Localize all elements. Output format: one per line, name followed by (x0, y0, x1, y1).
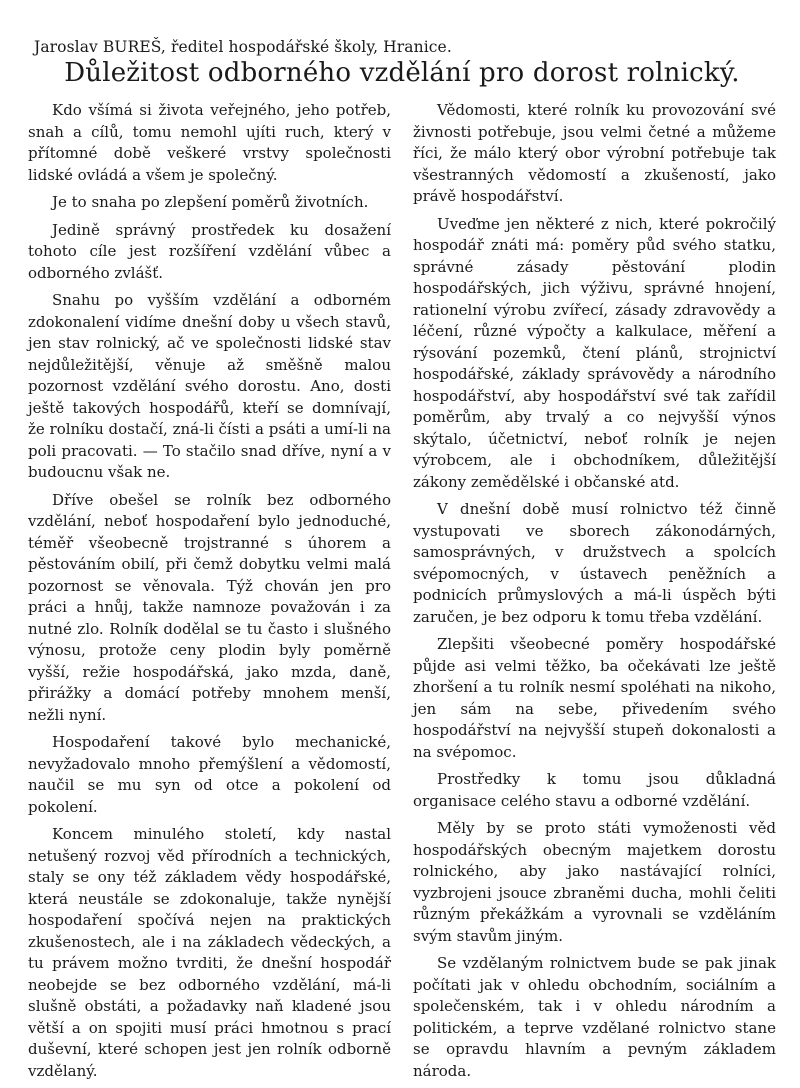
paragraph: Prostředky k tomu jsou důkladná organisace celého stavu a odborné vzdělání. (413, 770, 776, 810)
left-column (28, 100, 391, 1088)
paragraph: Zlepšiti všeobecné poměry hospodářské půjde asi velmi těžko, ba očekávati lze ještě zhoršení a tu rolník nesmí spoléhati na nikoho, jen sám na sebe, přivedením svého hospodářství na nejvyšší stupeň dokonalosti a na svépomoc. (413, 635, 776, 761)
article-body (28, 100, 776, 1088)
paragraph: Hospodaření takové bylo mechanické, nevyžadovalo mnoho přemýšlení a vědomostí, naučil se mu syn od otce a pokolení od pokolení. (28, 733, 391, 816)
paragraph: Měly by se proto státi vymoženosti věd hospodářských obecným majetkem dorostu rolnického, aby jako nastávající rolníci, vyzbrojeni jsouce zbraněmi ducha, mohli čeliti různým překážkám a vyrovnali se vzděláním svým stavům jiným. (413, 819, 776, 945)
paragraph: Se vzdělaným rolnictvem bude se pak jinak počítati jak v ohledu obchodním, sociálním a společenském, tak i v ohledu národním a politickém, a teprve vzdělané rolnictvo stane se opravdu hlavním a pevným základem národa. (413, 954, 776, 1080)
paragraph: Snahu po vyšším vzdělání a odborném zdokonalení vidíme dnešní doby u všech stavů, jen stav rolnický, ač ve společnosti lidské stav nejdůležitější, věnuje až směšně malou pozornost vzdělání svého dorostu. Ano, dosti ještě takových hospodářů, kteří se domnívají, že rolníku dostačí, zná-li čísti a psáti a umí-li na poli pracovati. — To stačilo snad dříve, nyní a v budoucnu však ne. (28, 291, 391, 481)
paragraph: V dnešní době musí rolnictvo též činně vystupovati ve sborech zákonodárných, samosprávných, v družstvech a spolcích svépomocných, v ústavech peněžních a podnicích průmyslových a má-li úspěch býti zaručen, je bez odporu k tomu třeba vzdělání. (413, 500, 776, 626)
paragraph: Koncem minulého století, kdy nastal netušený rozvoj věd přírodních a technických, staly se ony též základem vědy hospodářské, která neustále se zdokonaluje, takže nynější hospodaření spočívá nejen na praktických zkušenostech, ale i na základech vědeckých, a tu právem možno tvrditi, že dnešní hospodář neobejde se bez odborného vzdělání, má-li slušně obstáti, a požadavky naň kladené jsou větší a on spojiti musí práci hmotnou s prací duševní, které schopen jest jen rolník odborně vzdělaný. (28, 825, 391, 1080)
paragraph: Vědomosti, které rolník ku provozování své živnosti potřebuje, jsou velmi četné a můžeme říci, že málo který obor výrobní potřebuje tak všestranných vědomostí a zkušeností, jako právě hospodářství. (413, 101, 776, 205)
paragraph: Dříve obešel se rolník bez odborného vzdělání, neboť hospodaření bylo jednoduché, téměř všeobecně trojstranné s úhorem a pěstováním obilí, při čemž dobytku velmi malá pozornost se věnovala. Týž chován jen pro práci a hnůj, takže namnoze považován i za nutné zlo. Rolník dodělal se tu často i slušného výnosu, protože ceny plodin byly poměrně vyšší, režie hospodářská, jako mzda, daně, přirážky a domácí potřeby mnohem menší, nežli nyní. (28, 490, 391, 724)
paragraph: Jedině správný prostředek ku dosažení tohoto cíle jest rozšíření vzdělání vůbec a odborného zvlášť. (28, 220, 391, 282)
author-byline: Jaroslav BUREŠ, ředitel hospodářské školy, Hranice. (34, 38, 452, 56)
paragraph: Kdo všímá si života veřejného, jeho potřeb, snah a cílů, tomu nemohl ujíti ruch, který v přítomné době veškeré vrstvy společnosti lidské ovládá a všem je společný. (28, 101, 391, 184)
paragraph: Je to snaha po zlepšení poměrů životních. (52, 193, 369, 211)
paragraph: Uveďme jen některé z nich, které pokročilý hospodář znáti má: poměry půd svého statku, správné zásady pěstování plodin hospodářských, jich výživu, správné hnojení, rationelní výrobu zvířecí, zásady zdravovědy a léčení, různé výpočty a kalkulace, měření a rýsování pozemků, čtení plánů, strojnictví hospodářské, základy správovědy a národního hospodářství, aby hospodářství své tak zařídil poměrům, aby trvalý a co nejvyšší výnos skýtalo, účetnictví, neboť rolník je nejen výrobcem, ale i obchodníkem, důležitější zákony zemědělské i občanské atd. (413, 214, 776, 491)
article-title: Důležitost odborného vzdělání pro dorost rolnický. (64, 58, 740, 88)
right-column (413, 100, 776, 1088)
